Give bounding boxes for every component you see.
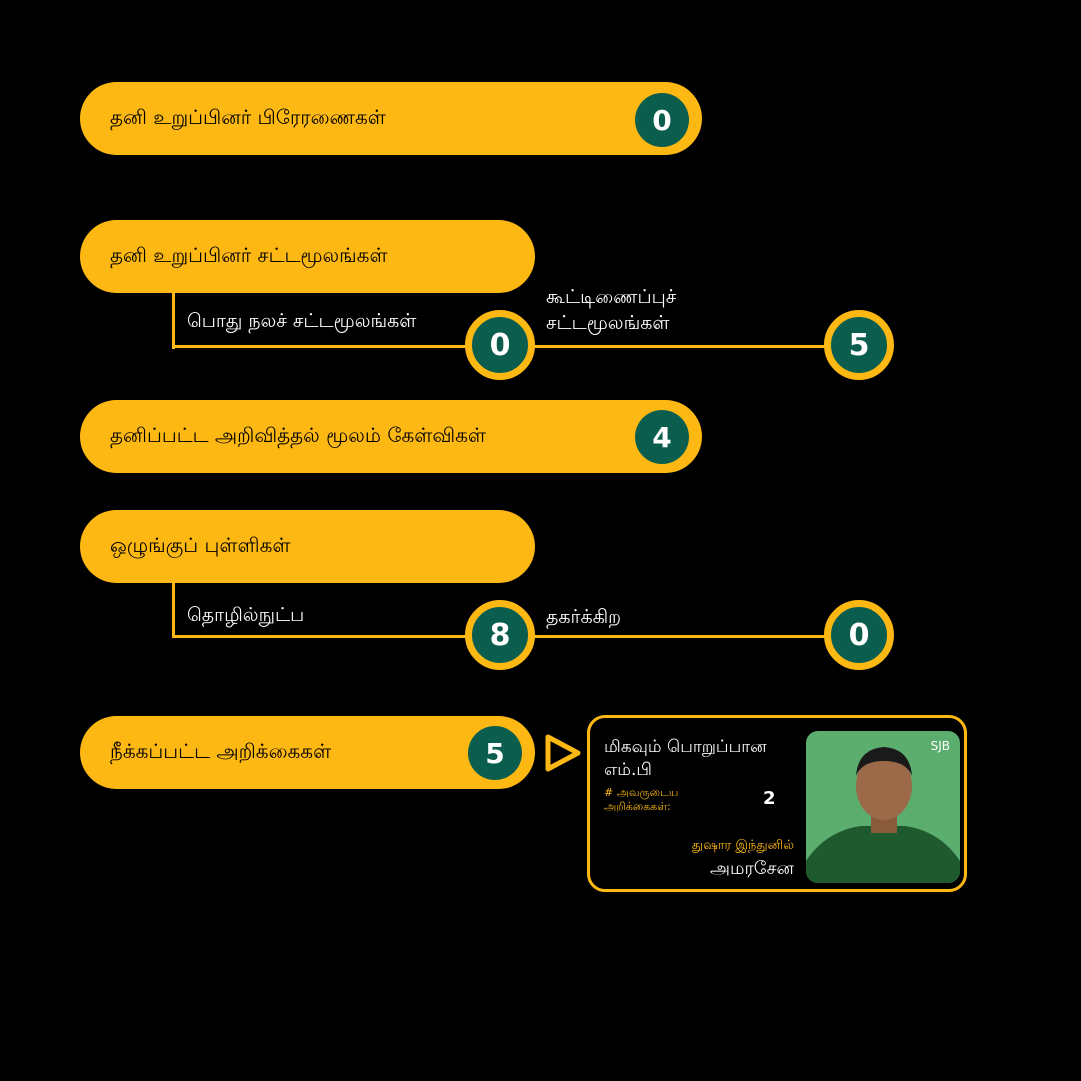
person-icon bbox=[806, 731, 960, 883]
private-bills-label: தனி உறுப்பினர் சட்டமூலங்கள் bbox=[110, 243, 388, 267]
order-points-pill bbox=[80, 510, 535, 583]
breaking-count: 0 bbox=[824, 600, 894, 670]
notice-questions-pill bbox=[80, 400, 702, 473]
private-motions-label: தனி உறுப்பினர் பிரேரணைகள் bbox=[110, 105, 386, 129]
removed-statements-pill bbox=[80, 716, 535, 789]
private-bills-pill bbox=[80, 220, 535, 293]
technical-count: 8 bbox=[465, 600, 535, 670]
mp-photo bbox=[806, 731, 960, 883]
connector-vertical-2 bbox=[172, 582, 175, 638]
removed-statements-label: நீக்கப்பட்ட அறிக்கைகள் bbox=[110, 739, 332, 763]
mp-first-name: துஷார இந்துனில் bbox=[691, 838, 794, 853]
public-bills-count: 0 bbox=[465, 310, 535, 380]
private-motions-pill bbox=[80, 82, 702, 155]
removed-statements-count: 5 bbox=[468, 726, 522, 780]
incorporation-label-line-2: சட்டமூலங்கள் bbox=[546, 312, 670, 334]
arrow-right-icon bbox=[543, 733, 583, 773]
notice-questions-count: 4 bbox=[635, 410, 689, 464]
technical-label: தொழில்நுட்ப bbox=[187, 604, 305, 626]
notice-questions-label: தனிப்பட்ட அறிவித்தல் மூலம் கேள்விகள் bbox=[110, 423, 486, 447]
public-bills-label: பொது நலச் சட்டமூலங்கள் bbox=[187, 310, 417, 332]
connector-vertical bbox=[172, 292, 175, 349]
incorporation-label-line-1: கூட்டிணைப்புச் bbox=[546, 286, 677, 308]
breaking-label: தகர்க்கிற bbox=[546, 606, 622, 628]
incorporation-bills-label bbox=[546, 284, 676, 336]
private-motions-count: 0 bbox=[635, 93, 689, 147]
card-title: மிகவும் பொறுப்பான எம்.பி bbox=[604, 737, 767, 780]
card-subtitle: # அவருடைய அறிக்கைகள்: bbox=[604, 786, 679, 813]
responsible-mp-card bbox=[587, 715, 967, 892]
order-points-label: ஒழுங்குப் புள்ளிகள் bbox=[110, 533, 291, 557]
mp-last-name: அமரசேன bbox=[710, 858, 794, 879]
party-tag: SJB bbox=[930, 739, 950, 753]
card-statement-count: 2 bbox=[763, 788, 776, 809]
incorporation-bills-count: 5 bbox=[824, 310, 894, 380]
